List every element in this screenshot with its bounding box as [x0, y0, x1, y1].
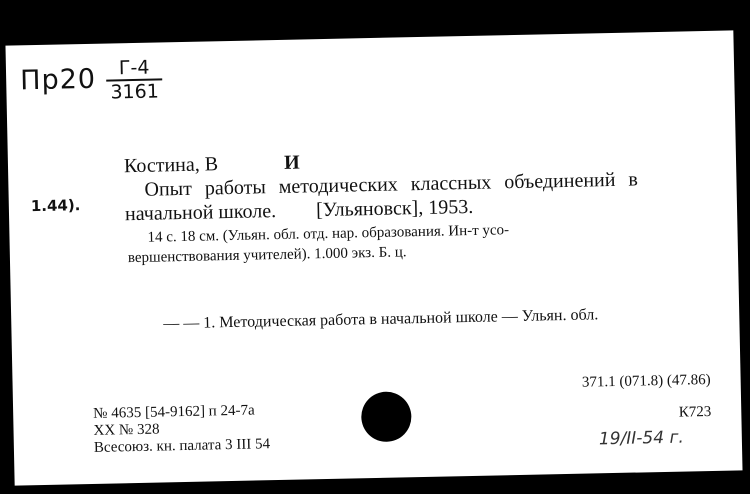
punch-hole	[361, 391, 412, 442]
catalog-card	[5, 30, 742, 485]
author-code: К723	[678, 403, 712, 421]
author-surname: Костина, В	[123, 153, 219, 178]
shelf-fraction-bottom: 3161	[110, 80, 160, 104]
physical-description-2: вершенствования учителей). 1.000 экз. Б. ц.	[127, 244, 407, 267]
place-year: [Ульяновск], 1953.	[315, 195, 474, 222]
accession-line-3: Всесоюз. кн. палата 3 III 54	[93, 436, 271, 456]
accession-line-1: № 4635 [54-9162] п 24-7а	[93, 402, 255, 422]
classification-number: 371.1 (071.8) (47.86)	[581, 371, 711, 391]
author-heading	[124, 152, 300, 179]
title-line-1: Опыт работы методических классных объединений в	[144, 168, 639, 201]
subject-heading: — — 1. Методическая работа в начальной школе — Ульян. обл.	[163, 306, 599, 333]
shelf-fraction-top: Г-4	[106, 56, 163, 81]
handwritten-date: 19/II-54 г.	[598, 427, 685, 450]
title-end: начальной школе.	[124, 200, 277, 226]
accession-line-2: XX № 328	[93, 421, 160, 439]
shelf-fraction	[106, 56, 163, 103]
hand-mark: 1.44).	[30, 196, 81, 216]
shelf-mark: Пр20	[19, 63, 97, 97]
physical-description-1: 14 с. 18 см. (Ульян. обл. отд. нар. образования. Ин-т усо-	[147, 222, 510, 246]
accession-block	[93, 402, 270, 457]
author-initial: И	[283, 151, 300, 174]
